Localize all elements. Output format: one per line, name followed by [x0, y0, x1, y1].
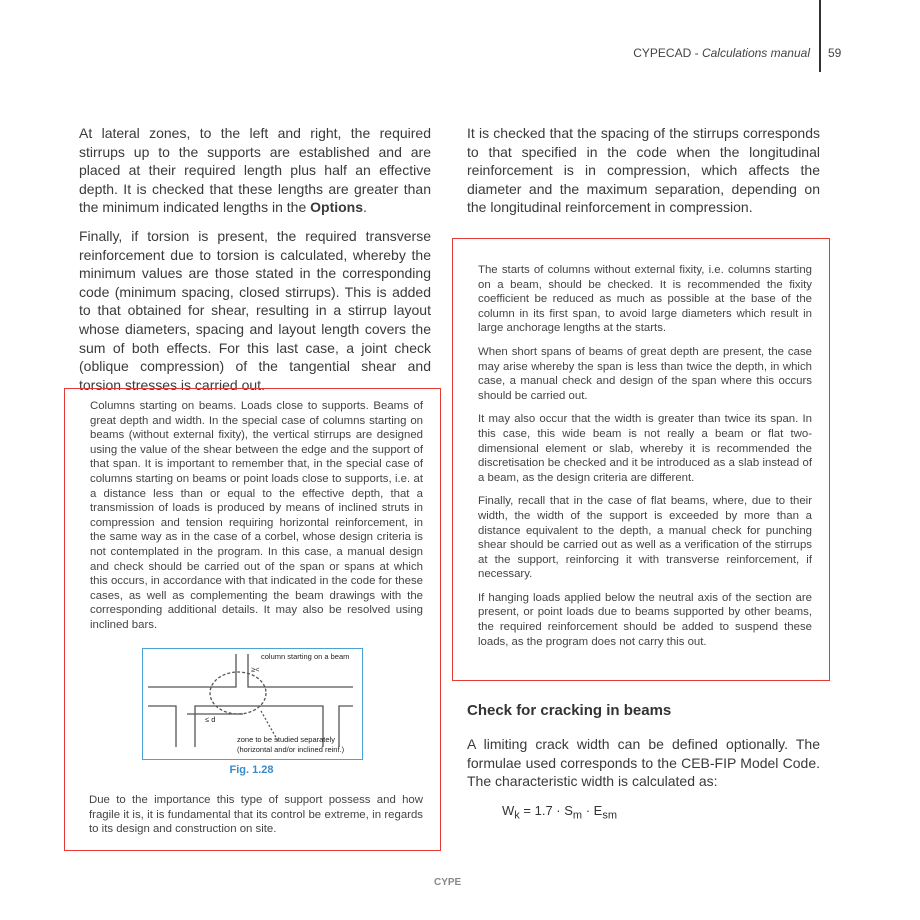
footer-brand: CYPE — [434, 877, 462, 888]
note-text: It may also occur that the width is greater than twice its span. In this case, this wide beam is not really a beam or flat two-dimensional element or slab, whereby it is recommended the discretisation be checked and it be introduced as a slab instead of a beam, as the design criteria are different. — [478, 413, 812, 484]
paragraph: Finally, if torsion is present, the required transverse reinforcement due to torsion is calculated, whereby the minimum values are those stated in the corresponding code (minimum spacing, closed stirrups). This is added to that obtained for shear, resulting in a stirrup layout whose diameters, spacing and layout length covers the sum of both effects. For this last case, a joint check (oblique compression) of the tangential shear and torsion stresses is carried out. — [79, 227, 431, 393]
paragraph — [79, 124, 431, 217]
f-eq: = 1.7 · S — [519, 803, 573, 818]
header-title: CYPECAD — [633, 46, 692, 60]
label-zone-2: (horizontal and/or inclined reinf.) — [237, 745, 345, 754]
note-box-right — [452, 238, 830, 681]
period: . — [363, 199, 367, 216]
header-separator: - — [691, 46, 702, 60]
left-column — [79, 124, 431, 404]
label-zone: zone to be studied separately — [237, 735, 335, 744]
note-text: Due to the importance this type of support possess and how fragile it is, it is fundamental that its control be extreme, in regards to its design and construction on site. — [89, 794, 423, 836]
cracking-text — [467, 735, 820, 801]
running-header — [633, 46, 810, 60]
f-ssub: m — [572, 809, 583, 822]
paragraph: A limiting crack width can be defined optionally. The formulae used corresponds to the CEB-FIP Model Code. The characteristic width is calculated as: — [467, 736, 820, 790]
label-column: column starting on a beam — [261, 652, 350, 661]
f-w: W — [502, 803, 515, 818]
note-text: Columns starting on beams. Loads close to supports. Beams of great depth and width. In the special case of columns starting on beams (without external fixity), the vertical stirrups are designed using the value of the shear between the edge and the support of that span. It is important to remember that, in the special case of columns starting on beams or point loads close to supports, i.e. at a distance less than or equal to the effective depth, that a transmission of loads is produced by means of inclined struts in compression and tension requiring horizontal reinforcement, in the same way as in the case of a corbel, whose design criteria is not contemplated in the program. In this case, a manual design and check should be carried out of the span or spans at which this occurs, in accordance with that indicated in the code for these cases, as well as complementing the beam drawings with the corresponding additional details. It may also be resolved using inclined bars. — [90, 400, 423, 631]
note-text: Finally, recall that in the case of flat beams, where, due to their width, the width of the support is exceeded by more than a distance equivalent to the depth, a manual check for punching shear should be carried out as well as a verification of the stirrups at the support, reinforcing it with transverse reinforcement, if necessary. — [478, 495, 812, 581]
options-bold: Options — [310, 199, 364, 216]
paragraph: It is checked that the spacing of the stirrups corresponds to that specified in the code when the longitudinal reinforcement is in compression, which affects the diameter and the maximum separation, depending on the longitudinal reinforcement in compression. — [467, 125, 820, 216]
figure-1-28 — [142, 648, 363, 760]
crack-width-formula — [502, 803, 617, 822]
f-wsub: k — [514, 809, 520, 822]
f-e: · E — [582, 803, 603, 818]
label-d: ≤ d — [205, 715, 216, 724]
header-subtitle: Calculations manual — [701, 46, 810, 60]
figure-caption: Fig. 1.28 — [229, 764, 274, 776]
paragraph-text: At lateral zones, to the left and right, the required stirrups up to the supports are established and are placed at their required length plus half an effective depth. It is checked that these lengths are greater than the minimum indicated lengths in the — [79, 125, 431, 216]
note-text: The starts of columns without external fixity, i.e. columns starting on a beam, should be checked. It is recommended the fixity coefficient be reduced as much as possible at the base of the column in its first span, to avoid large diameters which result in large anchorage lengths at the starts. — [478, 264, 812, 335]
note-box-left — [64, 388, 441, 851]
header-divider — [819, 0, 821, 72]
label-ge: ≥< — [251, 665, 260, 674]
f-esub: sm — [602, 809, 617, 822]
right-column — [467, 124, 820, 227]
note-text: If hanging loads applied below the neutral axis of the section are present, or point loads due to beams supported by other beams, the required reinforcement should be added to suspend these loads, as the program does not carry this out. — [478, 591, 812, 648]
note-text: When short spans of beams of great depth are present, the case may arise whereby the span is less than twice the depth, in which case, a manual check and design of the span where this occurs should be carried out. — [478, 345, 812, 402]
page-number: 59 — [828, 46, 842, 60]
section-heading: Check for cracking in beams — [467, 702, 672, 719]
